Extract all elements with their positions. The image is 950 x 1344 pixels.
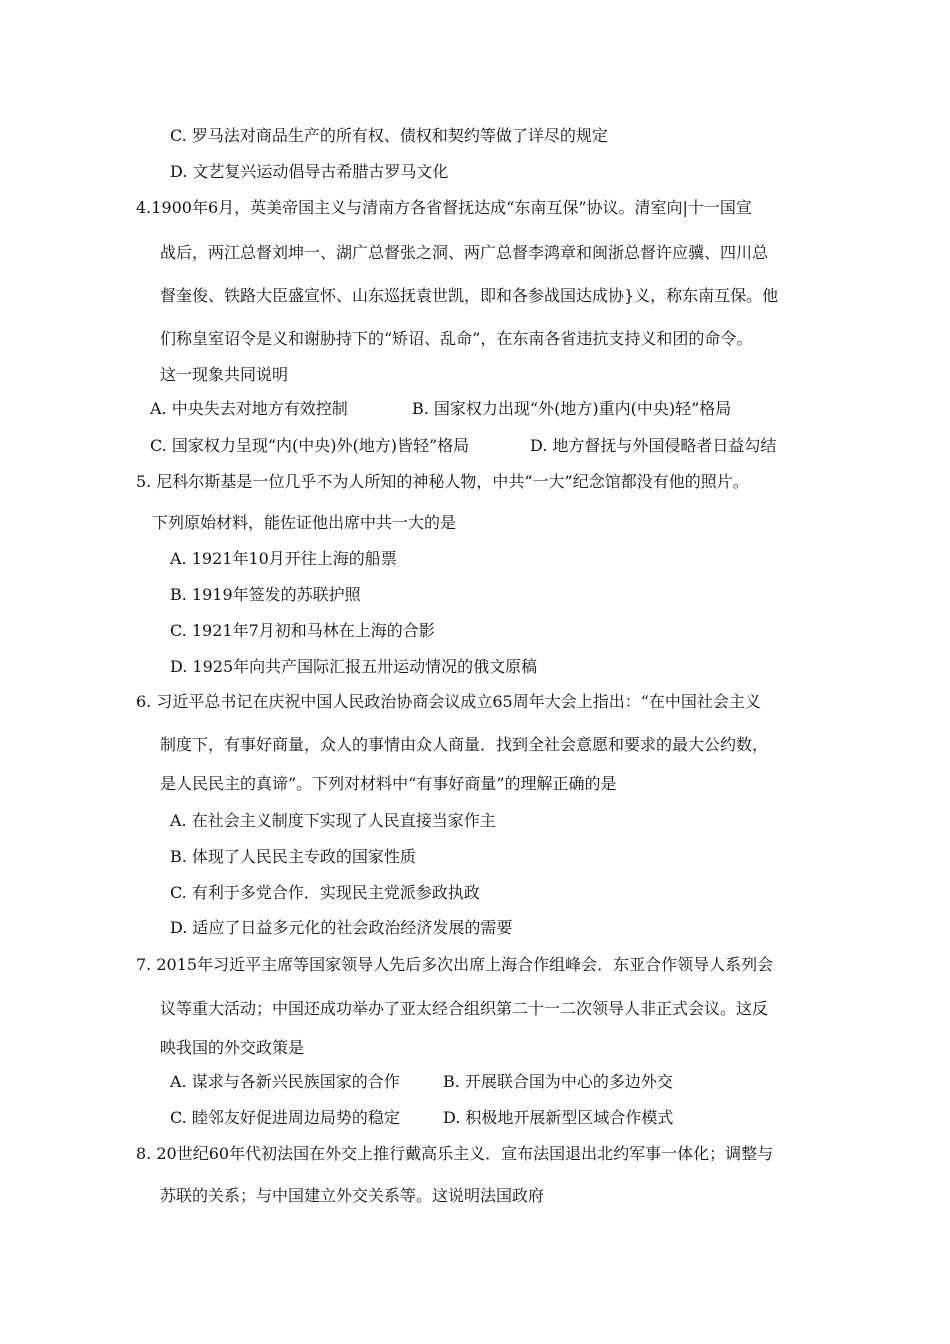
q7-option-d: D. 积极地开展新型区域合作模式 xyxy=(443,1108,674,1127)
q3-option-c: C. 罗马法对商品生产的所有权、债权和契约等做了详尽的规定 xyxy=(170,126,608,145)
q8-stem-line-2: 苏联的关系；与中国建立外交关系等。这说明法国政府 xyxy=(160,1186,545,1205)
q4-option-b: B. 国家权力出现“外(地方)重内(中央)轻”格局 xyxy=(412,399,732,418)
q7-option-a: A. 谋求与各新兴民族国家的合作 xyxy=(170,1072,400,1091)
q8-stem-line-1: 8. 20世纪60年代初法国在外交上推行戴高乐主义．宣布法国退出北约军事一体化；调整与 xyxy=(136,1144,774,1163)
q7-option-b: B. 开展联合国为中心的多边外交 xyxy=(443,1072,673,1091)
q4-stem-line-3: 督奎俊、铁路大臣盛宣怀、山东巡抚袁世凯，即和各参战国达成协}义，称东南互保。他 xyxy=(160,286,779,305)
q4-stem-line-4: 们称皇室诏令是义和谢胁持下的“矫诏、乱命”，在东南各省违抗支持义和团的命令。 xyxy=(160,329,753,348)
q7-stem-line-1: 7. 2015年习近平主席等国家领导人先后多次出席上海合作组峰会．东亚合作领导人系列会 xyxy=(136,955,774,974)
q5-option-d: D. 1925年向共产国际汇报五卅运动情况的俄文原稿 xyxy=(170,657,538,676)
q7-stem-line-2: 议等重大活动；中国还成功举办了亚太经合组织第二十一二次领导人非正式会议。这反 xyxy=(160,999,769,1018)
q3-option-d: D. 文艺复兴运动倡导古希腊古罗马文化 xyxy=(170,162,449,181)
q6-stem-line-3: 是人民民主的真谛”。下列对材料中“有事好商量”的理解正确的是 xyxy=(160,774,617,793)
q6-stem-line-1: 6. 习近平总书记在庆祝中国人民政治协商会议成立65周年大会上指出：“在中国社会主义 xyxy=(136,692,761,711)
q4-stem-line-2: 战后，两江总督刘坤一、湖广总督张之洞、两广总督李鸿章和闽浙总督许应骥、四川总 xyxy=(160,243,769,262)
q7-option-c: C. 睦邻友好促进周边局势的稳定 xyxy=(170,1108,400,1127)
q6-option-b: B. 体现了人民民主专政的国家性质 xyxy=(170,847,416,866)
q6-option-c: C. 有利于多党合作．实现民主党派参政执政 xyxy=(170,883,480,902)
q5-stem-line-2: 下列原始材料，能佐证他出席中共一大的是 xyxy=(152,513,457,532)
q5-option-b: B. 1919年签发的苏联护照 xyxy=(170,585,361,604)
q5-option-a: A. 1921年10月开往上海的船票 xyxy=(170,549,397,568)
q4-stem-line-5: 这一现象共同说明 xyxy=(160,365,289,384)
q4-option-c: C. 国家权力呈现“内(中央)外(地方)皆轻”格局 xyxy=(150,436,470,455)
q5-stem-line-1: 5. 尼科尔斯基是一位几乎不为人所知的神秘人物，中共“一大”纪念馆都没有他的照片。 xyxy=(136,472,749,491)
q6-option-a: A. 在社会主义制度下实现了人民直接当家作主 xyxy=(170,811,496,830)
q4-option-d: D. 地方督抚与外国侵略者日益勾结 xyxy=(530,436,777,455)
q6-stem-line-2: 制度下，有事好商量，众人的事情由众人商量．找到全社会意愿和要求的最大公约数， xyxy=(160,735,769,754)
q5-option-c: C. 1921年7月初和马林在上海的合影 xyxy=(170,621,435,640)
q6-option-d: D. 适应了日益多元化的社会政治经济发展的需要 xyxy=(170,918,513,937)
q4-option-a: A. 中央失去对地方有效控制 xyxy=(150,399,348,418)
q4-stem-line-1: 4.1900年6月，英美帝国主义与清南方各省督抚达成“东南互保”协议。清室向|十一国宣 xyxy=(136,198,752,217)
q7-stem-line-3: 映我国的外交政策是 xyxy=(160,1038,305,1057)
